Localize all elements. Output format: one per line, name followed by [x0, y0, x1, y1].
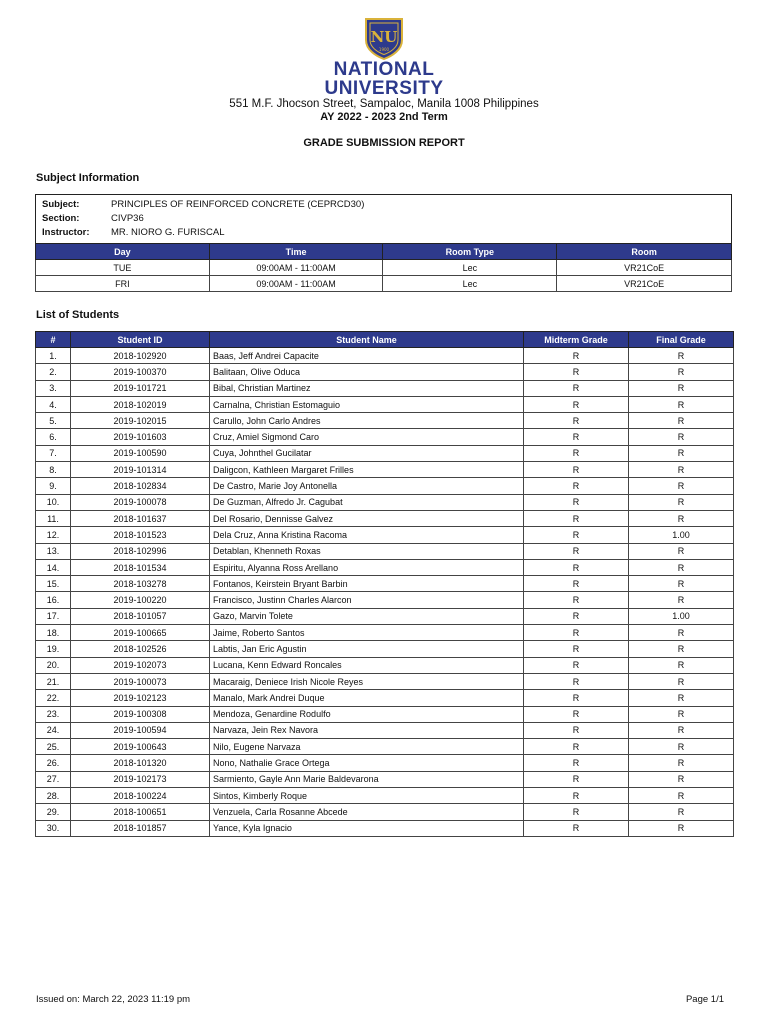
student-row — [36, 462, 734, 478]
midterm-grade: R — [524, 380, 629, 396]
final-grade: R — [629, 657, 734, 673]
header-final-grade: Final Grade — [629, 332, 734, 348]
midterm-grade: R — [524, 576, 629, 592]
row-number: 23. — [36, 706, 71, 722]
final-grade: R — [629, 771, 734, 787]
student-row — [36, 771, 734, 787]
schedule-header-day: Day — [36, 244, 210, 260]
student-name: Labtis, Jan Eric Agustin — [210, 641, 524, 657]
instructor-row — [42, 227, 224, 238]
midterm-grade: R — [524, 396, 629, 412]
student-id: 2018-102526 — [71, 641, 210, 657]
university-name-line2: UNIVERSITY — [324, 78, 444, 99]
row-number: 29. — [36, 804, 71, 820]
midterm-grade: R — [524, 445, 629, 461]
midterm-grade: R — [524, 673, 629, 689]
student-id: 2019-100308 — [71, 706, 210, 722]
midterm-grade: R — [524, 494, 629, 510]
midterm-grade: R — [524, 820, 629, 836]
student-id: 2019-102173 — [71, 771, 210, 787]
student-row — [36, 625, 734, 641]
row-number: 20. — [36, 657, 71, 673]
student-id: 2018-101523 — [71, 527, 210, 543]
student-name: Cruz, Amiel Sigmond Caro — [210, 429, 524, 445]
final-grade: R — [629, 755, 734, 771]
student-id: 2019-100370 — [71, 364, 210, 380]
schedule-room: VR21CoE — [557, 260, 732, 276]
student-id: 2018-102920 — [71, 348, 210, 364]
student-name: De Guzman, Alfredo Jr. Cagubat — [210, 494, 524, 510]
section-label: Section: — [42, 213, 80, 224]
student-id: 2019-100590 — [71, 445, 210, 461]
student-row — [36, 804, 734, 820]
final-grade: R — [629, 364, 734, 380]
student-name: Baas, Jeff Andrei Capacite — [210, 348, 524, 364]
student-id: 2018-102996 — [71, 543, 210, 559]
schedule-room-type: Lec — [383, 276, 557, 292]
row-number: 21. — [36, 673, 71, 689]
row-number: 12. — [36, 527, 71, 543]
midterm-grade: R — [524, 413, 629, 429]
svg-text:1900: 1900 — [378, 47, 390, 52]
student-id: 2018-102019 — [71, 396, 210, 412]
schedule-row — [36, 276, 732, 292]
row-number: 3. — [36, 380, 71, 396]
header-number: # — [36, 332, 71, 348]
final-grade: R — [629, 673, 734, 689]
student-id: 2019-101721 — [71, 380, 210, 396]
midterm-grade: R — [524, 771, 629, 787]
student-name: Mendoza, Genardine Rodulfo — [210, 706, 524, 722]
row-number: 30. — [36, 820, 71, 836]
student-row — [36, 543, 734, 559]
row-number: 1. — [36, 348, 71, 364]
midterm-grade: R — [524, 592, 629, 608]
student-id: 2019-102073 — [71, 657, 210, 673]
section-row — [42, 213, 144, 224]
final-grade: R — [629, 462, 734, 478]
student-name: Gazo, Marvin Tolete — [210, 608, 524, 624]
student-id: 2019-100073 — [71, 673, 210, 689]
row-number: 6. — [36, 429, 71, 445]
final-grade: 1.00 — [629, 527, 734, 543]
midterm-grade: R — [524, 527, 629, 543]
svg-text:NU: NU — [370, 28, 398, 46]
midterm-grade: R — [524, 625, 629, 641]
student-name: Fontanos, Keirstein Bryant Barbin — [210, 576, 524, 592]
student-name: Daligcon, Kathleen Margaret Frilles — [210, 462, 524, 478]
midterm-grade: R — [524, 543, 629, 559]
student-id: 2019-100643 — [71, 739, 210, 755]
student-id: 2019-101314 — [71, 462, 210, 478]
student-name: Yance, Kyla Ignacio — [210, 820, 524, 836]
header-midterm-grade: Midterm Grade — [524, 332, 629, 348]
midterm-grade: R — [524, 657, 629, 673]
final-grade: R — [629, 625, 734, 641]
student-name: Nilo, Eugene Narvaza — [210, 739, 524, 755]
students-table — [35, 331, 734, 837]
final-grade: R — [629, 559, 734, 575]
student-row — [36, 445, 734, 461]
row-number: 16. — [36, 592, 71, 608]
final-grade: R — [629, 348, 734, 364]
student-row — [36, 608, 734, 624]
schedule-header-room: Room — [557, 244, 732, 260]
student-row — [36, 788, 734, 804]
instructor-value: MR. NIORO G. FURISCAL — [111, 227, 225, 238]
row-number: 22. — [36, 690, 71, 706]
midterm-grade: R — [524, 364, 629, 380]
student-name: Venzuela, Carla Rosanne Abcede — [210, 804, 524, 820]
university-name-line1: NATIONAL — [333, 59, 435, 80]
final-grade: R — [629, 592, 734, 608]
midterm-grade: R — [524, 559, 629, 575]
midterm-grade: R — [524, 608, 629, 624]
schedule-header-row — [36, 244, 732, 260]
student-row — [36, 706, 734, 722]
midterm-grade: R — [524, 690, 629, 706]
final-grade: R — [629, 576, 734, 592]
row-number: 25. — [36, 739, 71, 755]
final-grade: R — [629, 429, 734, 445]
row-number: 8. — [36, 462, 71, 478]
student-row — [36, 364, 734, 380]
schedule-header-room-type: Room Type — [383, 244, 557, 260]
final-grade: R — [629, 413, 734, 429]
final-grade: R — [629, 804, 734, 820]
row-number: 9. — [36, 478, 71, 494]
student-name: Jaime, Roberto Santos — [210, 625, 524, 641]
student-name: Lucana, Kenn Edward Roncales — [210, 657, 524, 673]
student-name: Bibal, Christian Martinez — [210, 380, 524, 396]
schedule-day: FRI — [36, 276, 210, 292]
page-number: Page 1/1 — [685, 994, 724, 1005]
university-name — [0, 60, 768, 98]
midterm-grade: R — [524, 804, 629, 820]
midterm-grade: R — [524, 429, 629, 445]
student-row — [36, 559, 734, 575]
schedule-time: 09:00AM - 11:00AM — [209, 276, 383, 292]
row-number: 26. — [36, 755, 71, 771]
header-student-name: Student Name — [210, 332, 524, 348]
subject-label: Subject: — [42, 199, 80, 210]
midterm-grade: R — [524, 722, 629, 738]
student-row — [36, 641, 734, 657]
row-number: 17. — [36, 608, 71, 624]
student-row — [36, 690, 734, 706]
student-name: Dela Cruz, Anna Kristina Racoma — [210, 527, 524, 543]
row-number: 14. — [36, 559, 71, 575]
student-row — [36, 478, 734, 494]
midterm-grade: R — [524, 706, 629, 722]
student-row — [36, 396, 734, 412]
instructor-label: Instructor: — [42, 227, 90, 238]
subject-info-title: Subject Information — [36, 172, 140, 184]
student-name: De Castro, Marie Joy Antonella — [210, 478, 524, 494]
row-number: 18. — [36, 625, 71, 641]
students-header-row — [36, 332, 734, 348]
row-number: 11. — [36, 510, 71, 526]
schedule-day: TUE — [36, 260, 210, 276]
schedule-room: VR21CoE — [557, 276, 732, 292]
student-row — [36, 429, 734, 445]
student-id: 2019-100665 — [71, 625, 210, 641]
student-name: Manalo, Mark Andrei Duque — [210, 690, 524, 706]
student-name: Carnalna, Christian Estomaguio — [210, 396, 524, 412]
student-name: Carullo, John Carlo Andres — [210, 413, 524, 429]
schedule-room-type: Lec — [383, 260, 557, 276]
student-id: 2018-101637 — [71, 510, 210, 526]
student-row — [36, 380, 734, 396]
midterm-grade: R — [524, 462, 629, 478]
final-grade: R — [629, 396, 734, 412]
row-number: 13. — [36, 543, 71, 559]
row-number: 24. — [36, 722, 71, 738]
student-id: 2018-100224 — [71, 788, 210, 804]
student-row — [36, 527, 734, 543]
student-row — [36, 592, 734, 608]
final-grade: R — [629, 510, 734, 526]
schedule-table — [35, 243, 732, 292]
student-id: 2019-102123 — [71, 690, 210, 706]
schedule-time: 09:00AM - 11:00AM — [209, 260, 383, 276]
final-grade: R — [629, 739, 734, 755]
student-id: 2018-101320 — [71, 755, 210, 771]
students-title: List of Students — [36, 309, 120, 321]
university-logo — [362, 16, 406, 60]
student-id: 2018-102834 — [71, 478, 210, 494]
midterm-grade: R — [524, 739, 629, 755]
final-grade: R — [629, 722, 734, 738]
student-name: Del Rosario, Dennisse Galvez — [210, 510, 524, 526]
student-name: Narvaza, Jein Rex Navora — [210, 722, 524, 738]
student-name: Macaraig, Deniece Irish Nicole Reyes — [210, 673, 524, 689]
student-row — [36, 722, 734, 738]
student-name: Detablan, Khenneth Roxas — [210, 543, 524, 559]
row-number: 4. — [36, 396, 71, 412]
final-grade: R — [629, 380, 734, 396]
row-number: 28. — [36, 788, 71, 804]
row-number: 2. — [36, 364, 71, 380]
subject-value: PRINCIPLES OF REINFORCED CONCRETE (CEPRCD30) — [111, 199, 365, 210]
student-row — [36, 673, 734, 689]
student-row — [36, 755, 734, 771]
issued-date: Issued on: March 22, 2023 11:19 pm — [36, 994, 191, 1005]
final-grade: R — [629, 641, 734, 657]
student-row — [36, 739, 734, 755]
header-student-id: Student ID — [71, 332, 210, 348]
student-id: 2018-100651 — [71, 804, 210, 820]
final-grade: R — [629, 478, 734, 494]
midterm-grade: R — [524, 755, 629, 771]
student-id: 2018-101857 — [71, 820, 210, 836]
row-number: 5. — [36, 413, 71, 429]
final-grade: R — [629, 494, 734, 510]
student-row — [36, 494, 734, 510]
student-name: Francisco, Justinn Charles Alarcon — [210, 592, 524, 608]
student-row — [36, 348, 734, 364]
final-grade: R — [629, 690, 734, 706]
final-grade: R — [629, 445, 734, 461]
student-row — [36, 413, 734, 429]
student-name: Cuya, Johnthel Gucilatar — [210, 445, 524, 461]
student-name: Sarmiento, Gayle Ann Marie Baldevarona — [210, 771, 524, 787]
student-id: 2018-101057 — [71, 608, 210, 624]
students-body — [36, 348, 734, 837]
final-grade: R — [629, 706, 734, 722]
student-name: Balitaan, Olive Oduca — [210, 364, 524, 380]
midterm-grade: R — [524, 478, 629, 494]
midterm-grade: R — [524, 641, 629, 657]
student-id: 2019-101603 — [71, 429, 210, 445]
final-grade: 1.00 — [629, 608, 734, 624]
schedule-header-time: Time — [209, 244, 383, 260]
student-id: 2018-101534 — [71, 559, 210, 575]
student-id: 2019-102015 — [71, 413, 210, 429]
midterm-grade: R — [524, 348, 629, 364]
report-title: GRADE SUBMISSION REPORT — [303, 137, 465, 149]
row-number: 27. — [36, 771, 71, 787]
student-row — [36, 576, 734, 592]
academic-term: AY 2022 - 2023 2nd Term — [320, 111, 448, 123]
student-id: 2019-100594 — [71, 722, 210, 738]
student-id: 2019-100078 — [71, 494, 210, 510]
final-grade: R — [629, 788, 734, 804]
final-grade: R — [629, 820, 734, 836]
midterm-grade: R — [524, 510, 629, 526]
student-name: Espiritu, Alyanna Ross Arellano — [210, 559, 524, 575]
university-address: 551 M.F. Jhocson Street, Sampaloc, Manila 1008 Philippines — [229, 98, 539, 110]
section-value: CIVP36 — [111, 213, 144, 224]
student-row — [36, 657, 734, 673]
row-number: 7. — [36, 445, 71, 461]
midterm-grade: R — [524, 788, 629, 804]
row-number: 10. — [36, 494, 71, 510]
row-number: 15. — [36, 576, 71, 592]
schedule-row — [36, 260, 732, 276]
final-grade: R — [629, 543, 734, 559]
student-name: Nono, Nathalie Grace Ortega — [210, 755, 524, 771]
row-number: 19. — [36, 641, 71, 657]
student-row — [36, 820, 734, 836]
student-name: Sintos, Kimberly Roque — [210, 788, 524, 804]
subject-row — [42, 199, 364, 210]
student-id: 2019-100220 — [71, 592, 210, 608]
student-row — [36, 510, 734, 526]
student-id: 2018-103278 — [71, 576, 210, 592]
